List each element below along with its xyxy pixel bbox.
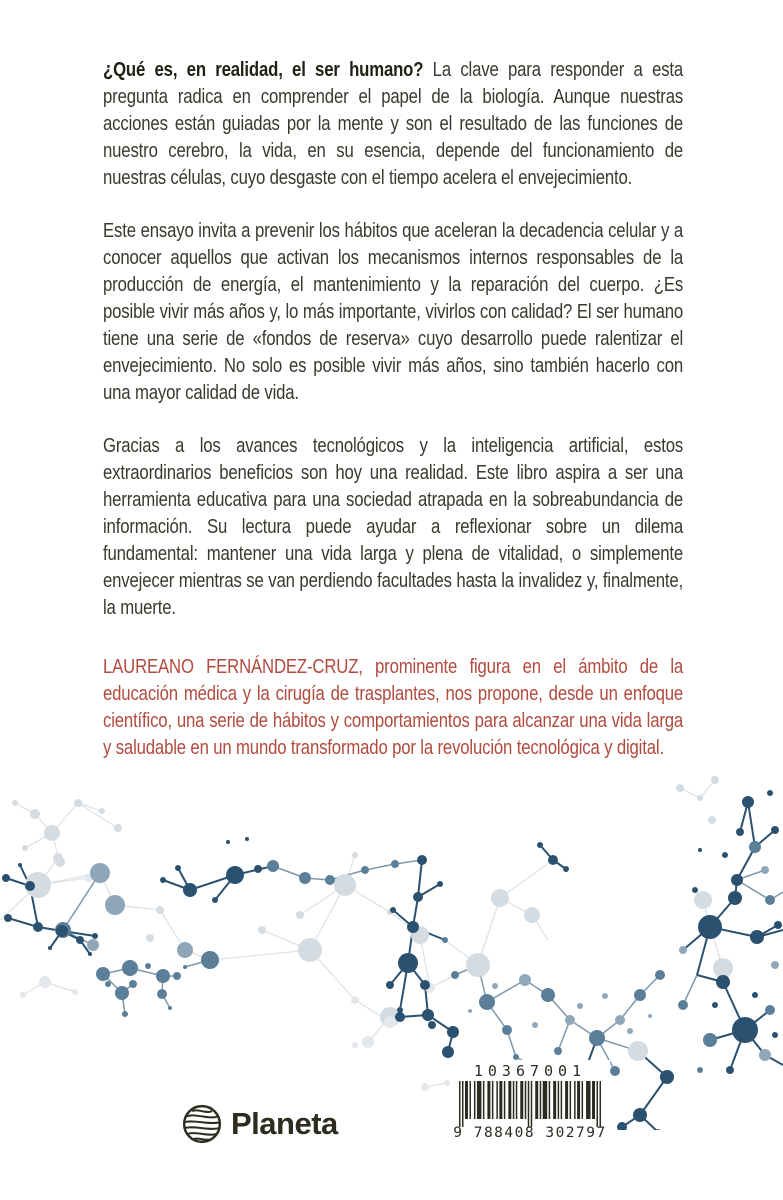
barcode-image bbox=[459, 1081, 601, 1129]
network-dark-nodes bbox=[2, 790, 782, 1130]
author-bio-paragraph: LAUREANO FERNÁNDEZ-CRUZ, prominente figura en el ámbito de la educación médica y la cirugía de trasplantes, nos propone, desde un enfoque científico, una serie de hábitos y comportamientos para alcanzar una vida larga y saludable en un mundo transformado por la revolución tecnológica y digital. bbox=[103, 655, 684, 759]
synopsis-paragraph-2: Este ensayo invita a prevenir los hábitos que aceleran la decadencia celular y a conocer aquellos que activan los mecanismos internos responsables de la producción de energía, el mantenimiento y la reparación del cuerpo. ¿Es posible vivir más años y, lo más importante, vivirlos con calidad? El ser humano tiene una serie de «fondos de reserva» cuyo desarrollo puede ralentizar el envejecimiento. No solo es posible vivir más años, sino también hacerlo con una mayor calidad de vida. bbox=[103, 219, 684, 404]
network-faint-nodes bbox=[20, 874, 450, 1091]
publisher-logo bbox=[181, 1103, 338, 1145]
publisher-name: Planeta bbox=[231, 1106, 338, 1141]
network-light-nodes bbox=[12, 776, 733, 1061]
synopsis-text-block bbox=[103, 56, 683, 787]
barcode-top-number: 10367001 bbox=[473, 1062, 587, 1080]
network-light-edges bbox=[0, 780, 723, 1087]
synopsis-paragraph-1-body: La clave para responder a esta pregunta radica en comprender el papel de la biología. Aunque nuestras acciones están guiadas por la mente y son el resultado de las funciones de nuestro cerebro, la vida, en su esencia, depende del funcionamiento de nuestras células, cuyo desgaste con el tiempo acelera el envejecimiento. bbox=[103, 58, 684, 189]
molecular-network-graphic bbox=[0, 770, 783, 1130]
synopsis-lead-question: ¿Qué es, en realidad, el ser humano? bbox=[103, 58, 424, 81]
barcode-isbn-digits: 9 788408 302797 bbox=[453, 1125, 607, 1141]
barcode-block bbox=[450, 1060, 610, 1141]
synopsis-paragraph-1 bbox=[103, 56, 683, 191]
synopsis-paragraph-3: Gracias a los avances tecnológicos y la inteligencia artificial, estos extraordinarios beneficios son hoy una realidad. Este libro aspira a ser una herramienta educativa para una sociedad atrapada en la sobreabundancia de información. Su lectura puede ayudar a reflexionar sobre un dilema fundamental: mantener una vida larga y plena de vitalidad, o simplemente envejecer mientras se van perdiendo facultades hasta la invalidez y, finalmente, la muerte. bbox=[103, 434, 684, 619]
planeta-globe-icon bbox=[181, 1103, 223, 1145]
network-steel-edges bbox=[63, 860, 783, 1071]
